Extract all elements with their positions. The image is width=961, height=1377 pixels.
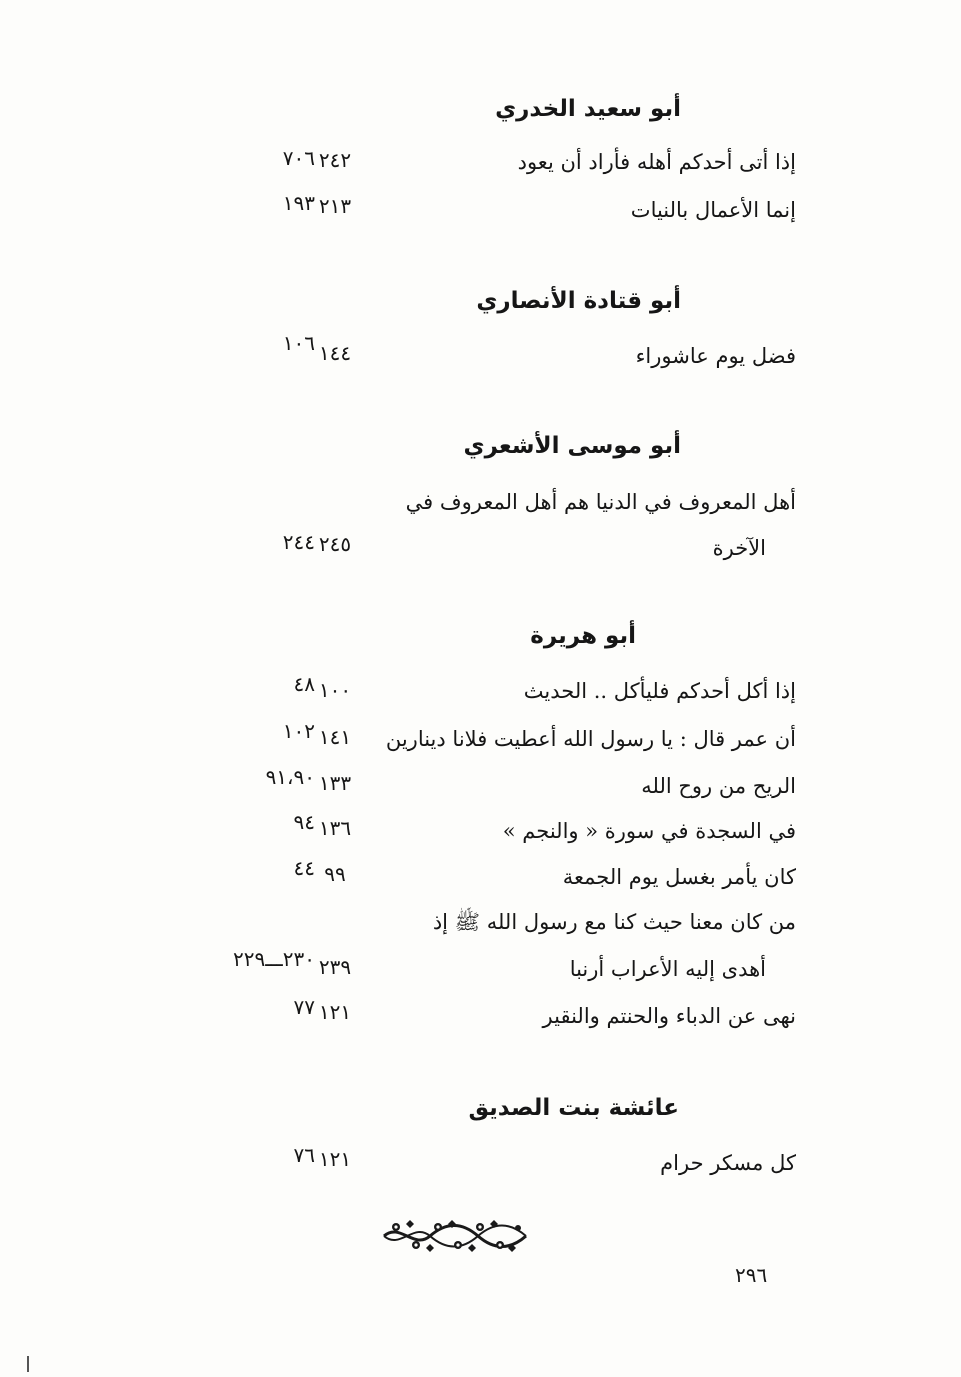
page-reference: ٢٤٤ xyxy=(282,530,315,554)
reference-number: ٢٣٩ xyxy=(318,955,352,979)
hadith-entry: كان يأمر بغسل يوم الجمعة xyxy=(562,865,796,889)
reference-number: ١٢١ xyxy=(318,1000,352,1024)
hadith-entry: إذا أكل أحدكم فليأكل .. الحديث xyxy=(523,679,796,703)
hadith-entry-continuation: الآخرة xyxy=(712,536,766,560)
hadith-entry: الريح من روح الله xyxy=(641,774,796,798)
page-reference: ١٩٣ xyxy=(282,191,315,215)
reference-number: ١٠٠ xyxy=(318,678,352,702)
hadith-entry: فضل يوم عاشوراء xyxy=(635,344,796,368)
page-reference: ١٠٢ xyxy=(282,719,315,743)
page-reference: ٧٠٦ xyxy=(282,146,315,170)
page-reference: ٢٣٠ـــ٢٢٩ xyxy=(232,947,315,971)
hadith-entry: نهى عن الدباء والحنتم والنقير xyxy=(542,1004,796,1028)
page-reference: ٧٦ xyxy=(293,1143,315,1167)
section-heading: أبو قتادة الأنصاري xyxy=(476,288,681,314)
floral-vine-ornament-icon xyxy=(380,1218,530,1254)
hadith-entry-continuation: أهدى إليه الأعراب أرنبا xyxy=(569,957,766,981)
hadith-entry: كل مسكر حرام xyxy=(660,1151,796,1175)
page-number: ٢٩٦ xyxy=(735,1263,768,1287)
page-reference: ٩٤ xyxy=(293,810,315,834)
reference-number: ١٢١ xyxy=(318,1147,352,1171)
reference-number: ٩٩ xyxy=(324,862,346,886)
scan-edge-mark xyxy=(27,1356,29,1372)
section-heading: أبو هريرة xyxy=(530,623,636,649)
section-heading: أبو سعيد الخدري xyxy=(495,96,681,122)
page-reference: ٤٨ xyxy=(293,672,315,696)
reference-number: ١٤١ xyxy=(318,725,352,749)
hadith-entry: في السجدة في سورة « والنجم » xyxy=(502,819,796,843)
section-heading: أبو موسى الأشعري xyxy=(463,433,681,459)
hadith-entry: إذا أتى أحدكم أهله فأراد أن يعود xyxy=(517,150,796,174)
reference-number: ١٤٤ xyxy=(318,341,352,365)
page-reference: ١٠٦ xyxy=(282,331,315,355)
hadith-entry: من كان معنا حيث كنا مع رسول الله ﷺ إذ xyxy=(432,910,796,934)
page-reference: ٩١،٩٠ xyxy=(265,765,315,789)
reference-number: ١٣٦ xyxy=(318,816,352,840)
reference-number: ٢٤٢ xyxy=(318,148,352,172)
reference-number: ٢١٣ xyxy=(318,194,352,218)
hadith-entry: إنما الأعمال بالنيات xyxy=(630,198,796,222)
hadith-entry: أن عمر قال : يا رسول الله أعطيت فلانا دينارين xyxy=(385,727,796,751)
reference-number: ٢٤٥ xyxy=(318,532,352,556)
section-heading: عائشة بنت الصديق xyxy=(468,1095,679,1121)
hadith-entry: أهل المعروف في الدنيا هم أهل المعروف في xyxy=(405,490,796,514)
page-reference: ٤٤ xyxy=(293,856,315,880)
page-reference: ٧٧ xyxy=(293,995,315,1019)
reference-number: ١٣٣ xyxy=(318,771,352,795)
